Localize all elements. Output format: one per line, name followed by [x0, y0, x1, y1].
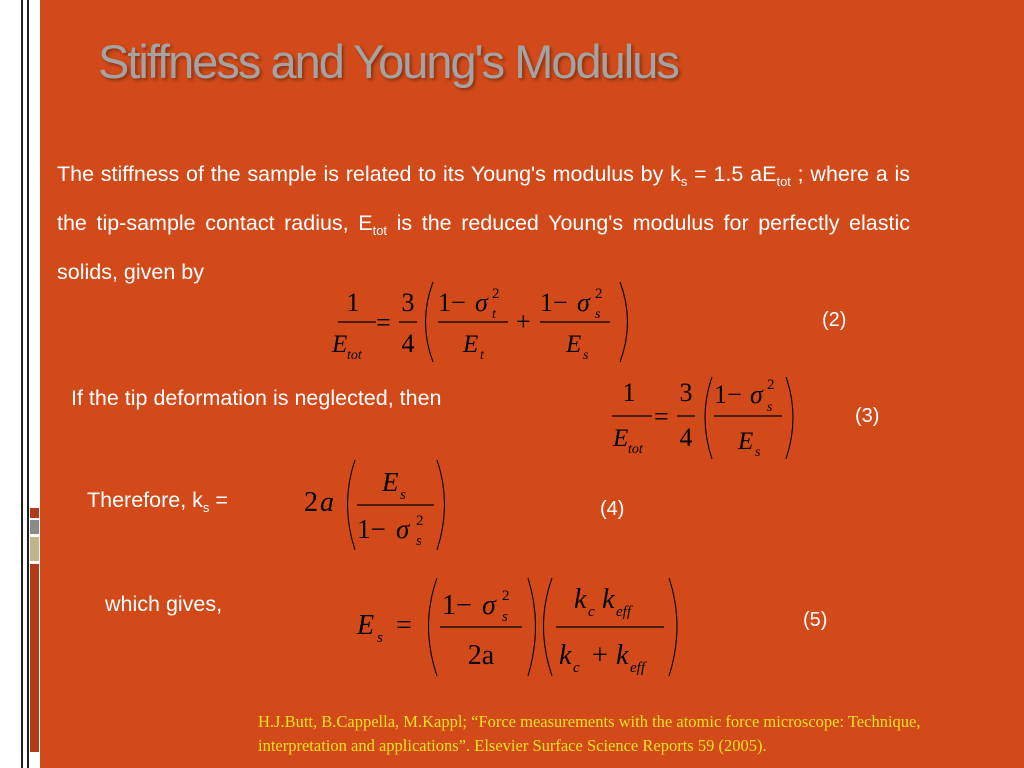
- strip-bar: [30, 508, 39, 518]
- svg-text:σ: σ: [396, 514, 410, 544]
- reference-citation: H.J.Butt, B.Cappella, M.Kappl; “Force measurements with the atomic force microscope: Technique, interpretation and applications”. Elsevier Surface Science Reports 59 (2005).: [258, 712, 921, 755]
- svg-text:E: E: [382, 467, 399, 497]
- strip-bar: [30, 564, 39, 752]
- svg-text:2a: 2a: [467, 640, 495, 671]
- svg-text:1: 1: [346, 288, 360, 317]
- svg-text:s: s: [377, 630, 383, 646]
- svg-text:E: E: [566, 331, 582, 358]
- svg-text:k: k: [574, 584, 587, 615]
- svg-text:+: +: [592, 640, 608, 671]
- intro-paragraph: The stiffness of the sample is related to its Young's modulus by $k_s = 1.5$ $aE_{tot}$ ; where a is the tip-sample contact radius, $E_{tot}$ is the reduced Young's modulus for perfectly elastic solids, given by: [57, 162, 910, 284]
- svg-text:E: E: [332, 331, 348, 358]
- svg-text:t: t: [480, 348, 484, 363]
- svg-text:2: 2: [502, 588, 510, 604]
- svg-text:1−: 1−: [357, 514, 386, 544]
- svg-text:2: 2: [416, 513, 424, 529]
- svg-text:σ: σ: [750, 380, 763, 409]
- equation-4: [300, 458, 460, 553]
- svg-text:1−: 1−: [714, 380, 742, 409]
- equation-3-number: (3): [855, 405, 880, 427]
- svg-text:a: a: [320, 487, 334, 518]
- svg-text:=: =: [396, 610, 412, 641]
- svg-text:k: k: [559, 640, 572, 671]
- strip-line: [21, 0, 23, 768]
- svg-text:1−: 1−: [540, 288, 568, 317]
- svg-text:s: s: [595, 307, 601, 322]
- svg-text:E: E: [613, 425, 629, 452]
- svg-text:s: s: [767, 400, 773, 415]
- svg-text:2: 2: [304, 487, 318, 518]
- svg-text:E: E: [463, 331, 479, 358]
- svg-text:=: =: [376, 308, 391, 337]
- svg-text:3: 3: [679, 378, 693, 407]
- svg-text:σ: σ: [577, 288, 590, 317]
- equation-2-number: (2): [822, 309, 847, 331]
- svg-text:k: k: [616, 640, 629, 671]
- left-decor-strip: [0, 0, 40, 768]
- svg-text:tot: tot: [347, 348, 362, 363]
- equation-5-number: (5): [803, 609, 828, 631]
- svg-text:k: k: [602, 584, 615, 615]
- strip-bar: [30, 520, 39, 534]
- equation-5: [352, 572, 692, 682]
- svg-text:t: t: [492, 307, 496, 322]
- therefore-text: Therefore, $k_s$ =: [87, 488, 228, 515]
- svg-text:s: s: [755, 445, 761, 460]
- svg-text:=: =: [654, 402, 669, 431]
- svg-text:4: 4: [401, 329, 415, 358]
- svg-text:eff: eff: [630, 660, 645, 676]
- svg-text:2: 2: [767, 377, 775, 393]
- strip-bar: [30, 537, 39, 561]
- svg-text:s: s: [416, 533, 422, 549]
- svg-text:E: E: [738, 428, 754, 455]
- svg-text:c: c: [573, 660, 580, 676]
- svg-text:E: E: [357, 610, 375, 641]
- slide-title: Stiffness and Young's Modulus: [98, 35, 678, 88]
- equation-2: [318, 280, 643, 364]
- svg-text:1−: 1−: [442, 590, 472, 621]
- svg-text:tot: tot: [628, 442, 643, 457]
- svg-text:eff: eff: [616, 604, 631, 620]
- strip-line: [27, 0, 29, 768]
- equation-4-number: (4): [600, 498, 625, 520]
- svg-text:2: 2: [595, 286, 603, 302]
- svg-text:2: 2: [492, 286, 500, 302]
- svg-text:1: 1: [622, 378, 636, 407]
- which-gives-text: which gives,: [105, 592, 223, 616]
- svg-text:s: s: [400, 487, 406, 503]
- svg-text:+: +: [516, 307, 531, 336]
- svg-text:c: c: [588, 604, 595, 620]
- svg-text:s: s: [583, 348, 589, 363]
- svg-text:4: 4: [679, 423, 693, 452]
- equation-3: [604, 373, 794, 463]
- svg-text:3: 3: [401, 288, 415, 317]
- deformation-text: If the tip deformation is neglected, then: [71, 386, 442, 410]
- svg-text:σ: σ: [482, 590, 496, 621]
- svg-text:s: s: [502, 609, 508, 625]
- svg-text:1−: 1−: [438, 288, 466, 317]
- svg-text:σ: σ: [475, 288, 488, 317]
